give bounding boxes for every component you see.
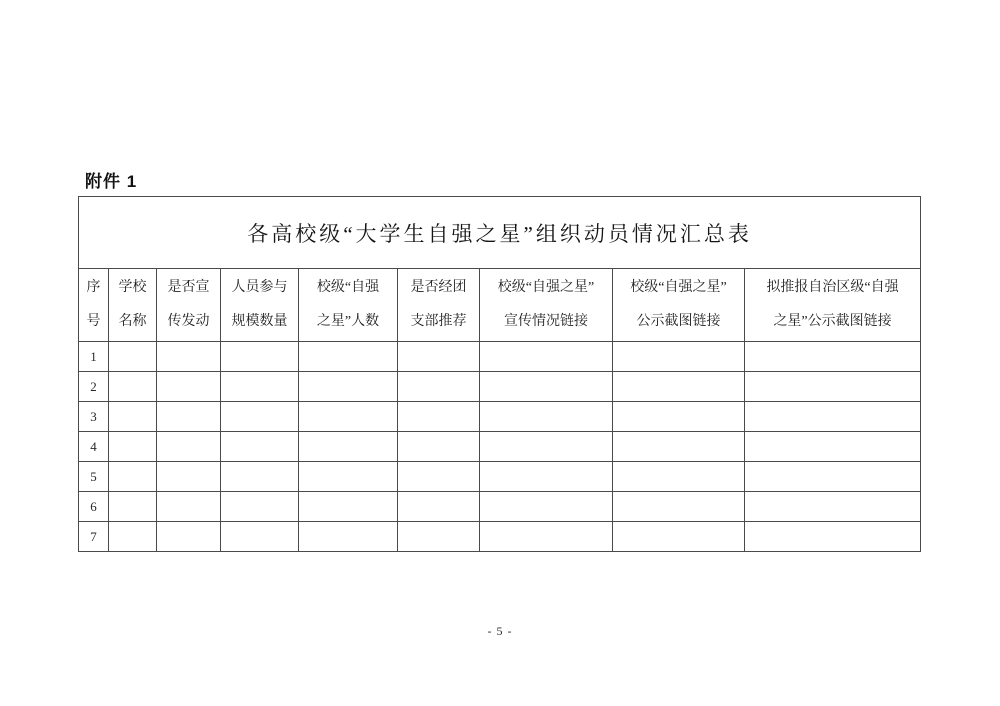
header-line: 校级“自强 xyxy=(316,280,380,295)
empty-cell xyxy=(613,402,745,432)
empty-cell xyxy=(613,492,745,522)
header-line: 学校 xyxy=(118,280,147,295)
empty-cell xyxy=(157,462,221,492)
empty-cell xyxy=(109,432,157,462)
header-line: 宣传情况链接 xyxy=(504,314,588,329)
empty-cell xyxy=(745,462,921,492)
empty-cell xyxy=(745,402,921,432)
empty-cell xyxy=(398,372,480,402)
empty-cell xyxy=(480,372,613,402)
header-line: 拟推报自治区级“自强 xyxy=(766,280,899,295)
table-row xyxy=(79,522,921,552)
empty-cell xyxy=(221,432,299,462)
attachment-label: 附件 1 xyxy=(85,172,138,191)
empty-cell xyxy=(613,432,745,462)
empty-cell xyxy=(480,522,613,552)
empty-cell xyxy=(299,342,398,372)
empty-cell xyxy=(745,372,921,402)
table-row xyxy=(79,402,921,432)
empty-cell xyxy=(480,492,613,522)
header-line: 是否宣 xyxy=(167,280,210,295)
col-header-publicity-link xyxy=(480,269,613,342)
empty-cell xyxy=(157,522,221,552)
empty-cell xyxy=(745,522,921,552)
col-header-region-screenshot-link xyxy=(745,269,921,342)
empty-cell xyxy=(157,432,221,462)
empty-cell xyxy=(398,402,480,432)
table-row xyxy=(79,462,921,492)
empty-cell xyxy=(157,342,221,372)
empty-cell xyxy=(745,432,921,462)
empty-cell xyxy=(613,372,745,402)
table-row xyxy=(79,432,921,462)
header-line: 人员参与 xyxy=(231,280,288,295)
header-line: 公示截图链接 xyxy=(636,314,721,329)
row-number-cell: 1 xyxy=(79,342,109,372)
empty-cell xyxy=(613,522,745,552)
empty-cell xyxy=(480,402,613,432)
empty-cell xyxy=(398,432,480,462)
header-line: 校级“自强之星” xyxy=(497,280,595,295)
empty-cell xyxy=(299,462,398,492)
header-line: 名称 xyxy=(118,314,147,329)
col-header-school-name xyxy=(109,269,157,342)
empty-cell xyxy=(157,402,221,432)
empty-cell xyxy=(299,432,398,462)
empty-cell xyxy=(299,402,398,432)
col-header-star-count xyxy=(299,269,398,342)
empty-cell xyxy=(221,462,299,492)
empty-cell xyxy=(398,462,480,492)
empty-cell xyxy=(480,462,613,492)
row-number-cell: 3 xyxy=(79,402,109,432)
header-line: 校级“自强之星” xyxy=(630,280,727,295)
empty-cell xyxy=(109,492,157,522)
empty-cell xyxy=(398,342,480,372)
table-title: 各高校级“大学生自强之星”组织动员情况汇总表 xyxy=(79,197,921,269)
header-line: 号 xyxy=(86,314,101,329)
empty-cell xyxy=(299,522,398,552)
col-header-screenshot-link xyxy=(613,269,745,342)
row-number-cell: 5 xyxy=(79,462,109,492)
table-title-row xyxy=(79,197,921,269)
empty-cell xyxy=(398,492,480,522)
col-header-league-branch-recommend xyxy=(398,269,480,342)
row-number-cell: 7 xyxy=(79,522,109,552)
row-number-cell: 4 xyxy=(79,432,109,462)
empty-cell xyxy=(109,342,157,372)
empty-cell xyxy=(745,492,921,522)
empty-cell xyxy=(613,462,745,492)
row-number-cell: 2 xyxy=(79,372,109,402)
header-line: 之星”人数 xyxy=(316,314,380,329)
empty-cell xyxy=(157,372,221,402)
empty-cell xyxy=(109,522,157,552)
header-line: 序 xyxy=(86,280,101,295)
table-header-row xyxy=(79,269,921,342)
empty-cell xyxy=(221,492,299,522)
header-line: 规模数量 xyxy=(231,314,288,329)
empty-cell xyxy=(109,372,157,402)
col-header-publicity-launched xyxy=(157,269,221,342)
empty-cell xyxy=(398,522,480,552)
page-number: - 5 - xyxy=(487,624,513,638)
table-row xyxy=(79,492,921,522)
empty-cell xyxy=(221,372,299,402)
header-line: 传发动 xyxy=(167,314,210,329)
empty-cell xyxy=(221,342,299,372)
empty-cell xyxy=(480,432,613,462)
summary-table xyxy=(78,196,921,552)
table-row xyxy=(79,372,921,402)
table-row xyxy=(79,342,921,372)
empty-cell xyxy=(157,492,221,522)
empty-cell xyxy=(221,522,299,552)
header-line: 支部推荐 xyxy=(410,314,467,329)
empty-cell xyxy=(109,402,157,432)
empty-cell xyxy=(480,342,613,372)
empty-cell xyxy=(299,372,398,402)
header-line: 之星”公示截图链接 xyxy=(773,314,892,329)
empty-cell xyxy=(613,342,745,372)
empty-cell xyxy=(745,342,921,372)
row-number-cell: 6 xyxy=(79,492,109,522)
col-header-participation-scale xyxy=(221,269,299,342)
header-line: 是否经团 xyxy=(410,280,467,295)
empty-cell xyxy=(221,402,299,432)
empty-cell xyxy=(299,492,398,522)
empty-cell xyxy=(109,462,157,492)
col-header-serial xyxy=(79,269,109,342)
